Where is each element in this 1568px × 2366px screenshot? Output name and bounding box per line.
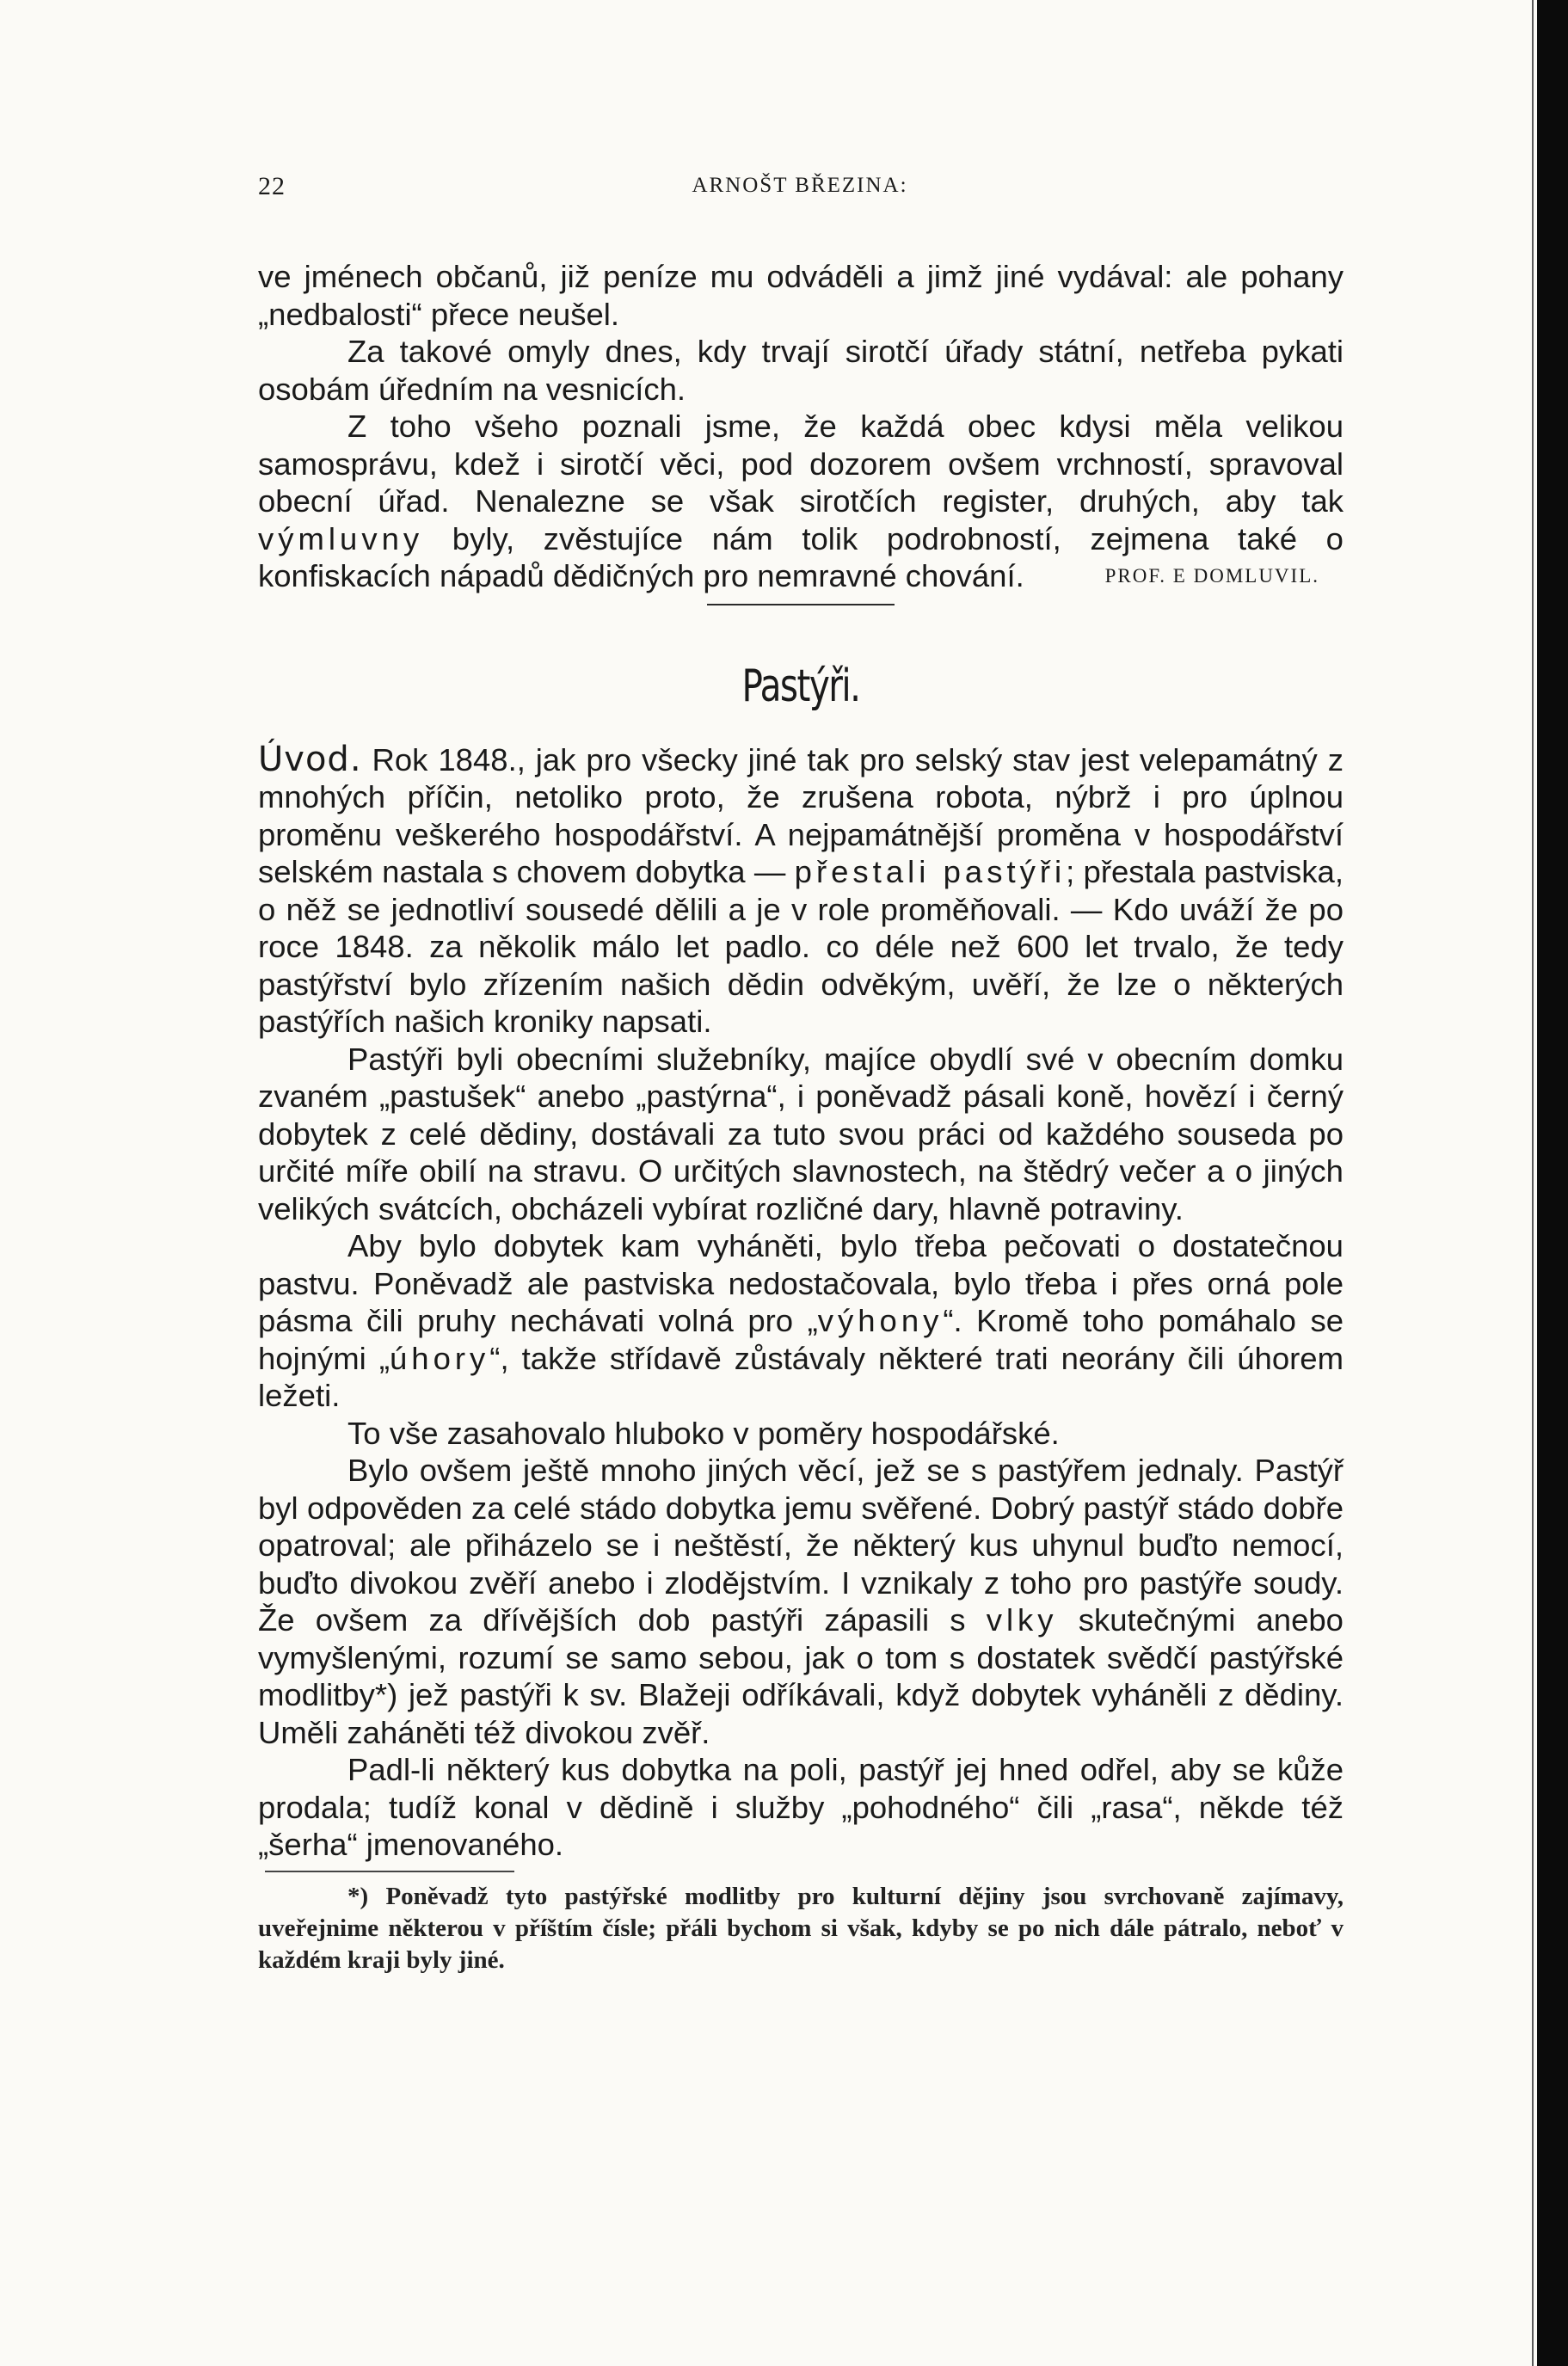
text-column [258, 258, 1344, 1976]
lead-word: Úvod. [258, 739, 362, 779]
paragraph: Pastýři byli obecními služebníky, majíce obydlí své v obecním domku zvaném „pastušek“ anebo „pastýrna“, i poněvadž pásali koně, hovězí i černý dobytek z celé dědiny, dostávali za tuto svou práci od každého souseda po určité míře obilí na stravu. O určitých slavnostech, na štědrý večer a o jiných velikých svátcích, obcházeli vybírat rozličné dary, hlavně potraviny. [258, 1041, 1344, 1226]
footnote: *) Poněvadž tyto pastýřské modlitby pro kulturní dějiny jsou svrchovaně zajímavy, uveřejnime některou v příštím čísle; přáli bychom si však, kdyby se po nich dále pátralo, neboť v každém kraji byly jiné. [258, 1882, 1344, 1974]
paragraph [258, 1452, 1344, 1751]
paragraph-text: ; přestala pastviska, o něž se jednotliví sousedé dělili a je v role proměňovali. — Kdo uváží že po roce 1848. za několik málo let padlo. co déle než 600 let trvalo, že tedy pastýřství bylo zřízením našich dědin odvěkým, uvěří, že lze o některých pastýřích našich kroniky napsati. [258, 854, 1344, 1039]
paragraph: Padl-li některý kus dobytka na poli, pastýř jej hned odřel, aby se kůže prodala; tudíž konal v dědině i služby „pohodného“ čili „rasa“, někde též „šerha“ jmenovaného. [258, 1752, 1344, 1862]
paragraph [258, 741, 1344, 1041]
emphasized-phrase: přestali pastýři [794, 854, 1067, 889]
paragraph: To vše zasahovalo hluboko v poměry hospodářské. [347, 1415, 1060, 1451]
paragraph-text: Z toho všeho poznali jsme, že každá obec kdysi měla velikou samosprávu, kdež i sirotčí věci, pod dozorem ovšem vrchností, spravoval obecní úřad. Nenalezne se však sirotčích register, druhých, aby tak [258, 409, 1344, 519]
paragraph-text: skutečnými anebo vymyšlenými, rozumí se samo sebou, jak o tom s dostatek svědčí pastýřské modlitby*) jež pastýři k sv. Blažeji odříkávali, když dobytek vyháněli z dědiny. Uměli zaháněti též divokou zvěř. [258, 1602, 1344, 1750]
emphasized-word: vlky [986, 1602, 1058, 1638]
paragraph-text: Aby bylo dobytek kam vyháněti, bylo třeba pečovati o dostatečnou pastvu. Poněvadž ale pastviska nedostačovala, bylo třeba i přes orná pole pásma čili pruhy nechávati volná pro „ [258, 1228, 1344, 1338]
scan-dark-edge [1537, 0, 1568, 2366]
paragraph-text: byly, zvěstujíce nám tolik podrobností, zejmena také o konfiskacích nápadů dědičných pro nemravné chování. [258, 520, 1344, 593]
scan-edge-line [1532, 0, 1534, 2366]
paragraph-text: “. Kromě toho pomáhalo se hojnými „ [258, 1303, 1344, 1376]
author-signature: PROF. E DOMLUVIL. [1104, 565, 1319, 587]
paragraph-text: “, takže střídavě zůstávaly některé trati neorány čili úhorem ležeti. [258, 1340, 1344, 1413]
page-number: 22 [258, 172, 286, 200]
paragraph [258, 1227, 1344, 1415]
section-title: Pastýři. [741, 660, 860, 712]
section-divider [707, 604, 895, 605]
paragraph: ve jménech občanů, již peníze mu odváděli a jimž jiné vydával: ale pohany „nedbalosti“ přece neušel. [258, 259, 1344, 332]
emphasized-word: výhony [817, 1303, 944, 1338]
running-head [258, 172, 1342, 206]
paragraph-text: Bylo ovšem ještě mnoho jiných věcí, jež se s pastýřem jednaly. Pastýř byl odpověden za celé stádo dobytka jemu svěřené. Dobrý pastýř stádo dobře opatroval; ale přiházelo se i neštěstí, že některý kus uhynul buďto nemocí, buďto divokou zvěří anebo i zlodějstvím. I vznikaly z toho pro pastýře soudy. Že ovšem za dřívějších dob pastýři zápasili s [258, 1453, 1344, 1638]
paragraph: Za takové omyly dnes, kdy trvají sirotčí úřady státní, netřeba pykati osobám úředním na vesnicích. [258, 334, 1344, 407]
paragraph-text: Rok 1848., jak pro všecky jiné tak pro selský stav jest velepamátný z mnohých příčin, netoliko proto, že zrušena robota, nýbrž i pro úplnou proměnu veškerého hospodářství. A nejpamátnější proměna v hospodářství selském nastala s chovem dobytka — [258, 741, 1344, 889]
footnote-divider [265, 1871, 514, 1872]
running-title: ARNOŠT BŘEZINA: [692, 174, 908, 197]
emphasized-word: výmluvny [258, 520, 424, 556]
emphasized-word: úhory [389, 1340, 490, 1376]
